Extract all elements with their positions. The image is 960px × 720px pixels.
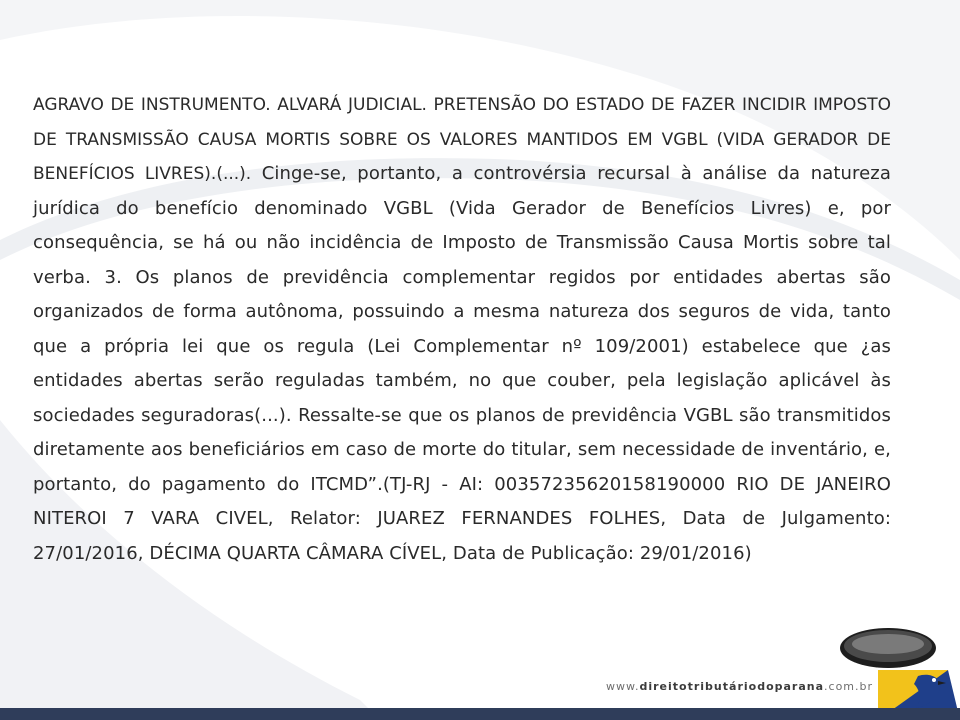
website-url [606,680,873,693]
website-prefix: www. [606,680,640,693]
quote-heading: AGRAVO DE INSTRUMENTO. ALVARÁ JUDICIAL. PRETENSÃO DO ESTADO DE FAZER INCIDIR IMPOSTO DE TRANSMISSÃO CAUSA MORTIS SOBRE OS VALORES MANTIDOS EM VGBL (VIDA GERADOR DE BENEFÍCIOS LIVRES).(...). [33,95,891,184]
quote-text-block [33,88,891,571]
website-domain: direitotributáriodoparana [639,680,825,693]
website-suffix: .com.br [824,680,874,693]
bird-logo-icon [838,626,960,720]
bottom-bar [0,708,960,720]
quote-body: Cinge-se, portanto, a controvérsia recursal à análise da natureza jurídica do benefício denominado VGBL (Vida Gerador de Benefícios Livres) e, por consequência, se há ou não incidência de Imposto de Transmissão Causa Mortis sobre tal verba. 3. Os planos de previdência complementar regidos por entidades abertas são organizados de forma autônoma, possuindo a mesma natureza dos seguros de vida, tanto que a própria lei que os regula (Lei Complementar nº 109/2001) estabelece que ¿as entidades abertas serão reguladas também, no que couber, pela legislação aplicável às sociedades seguradoras(...). Ressalte-se que os planos de previdência VGBL são transmitidos diretamente aos beneficiários em caso de morte do titular, sem necessidade de inventário, e, portanto, do pagamento do ITCMD”.(TJ-RJ - AI: 00357235620158190000 RIO DE JANEIRO NITEROI 7 VARA CIVEL, Relator: JUAREZ FERNANDES FOLHES, Data de Julgamento: 27/01/2016, DÉCIMA QUARTA CÂMARA CÍVEL, Data de Publicação: 29/01/2016) [33,163,891,564]
quote-paragraph [33,88,891,571]
